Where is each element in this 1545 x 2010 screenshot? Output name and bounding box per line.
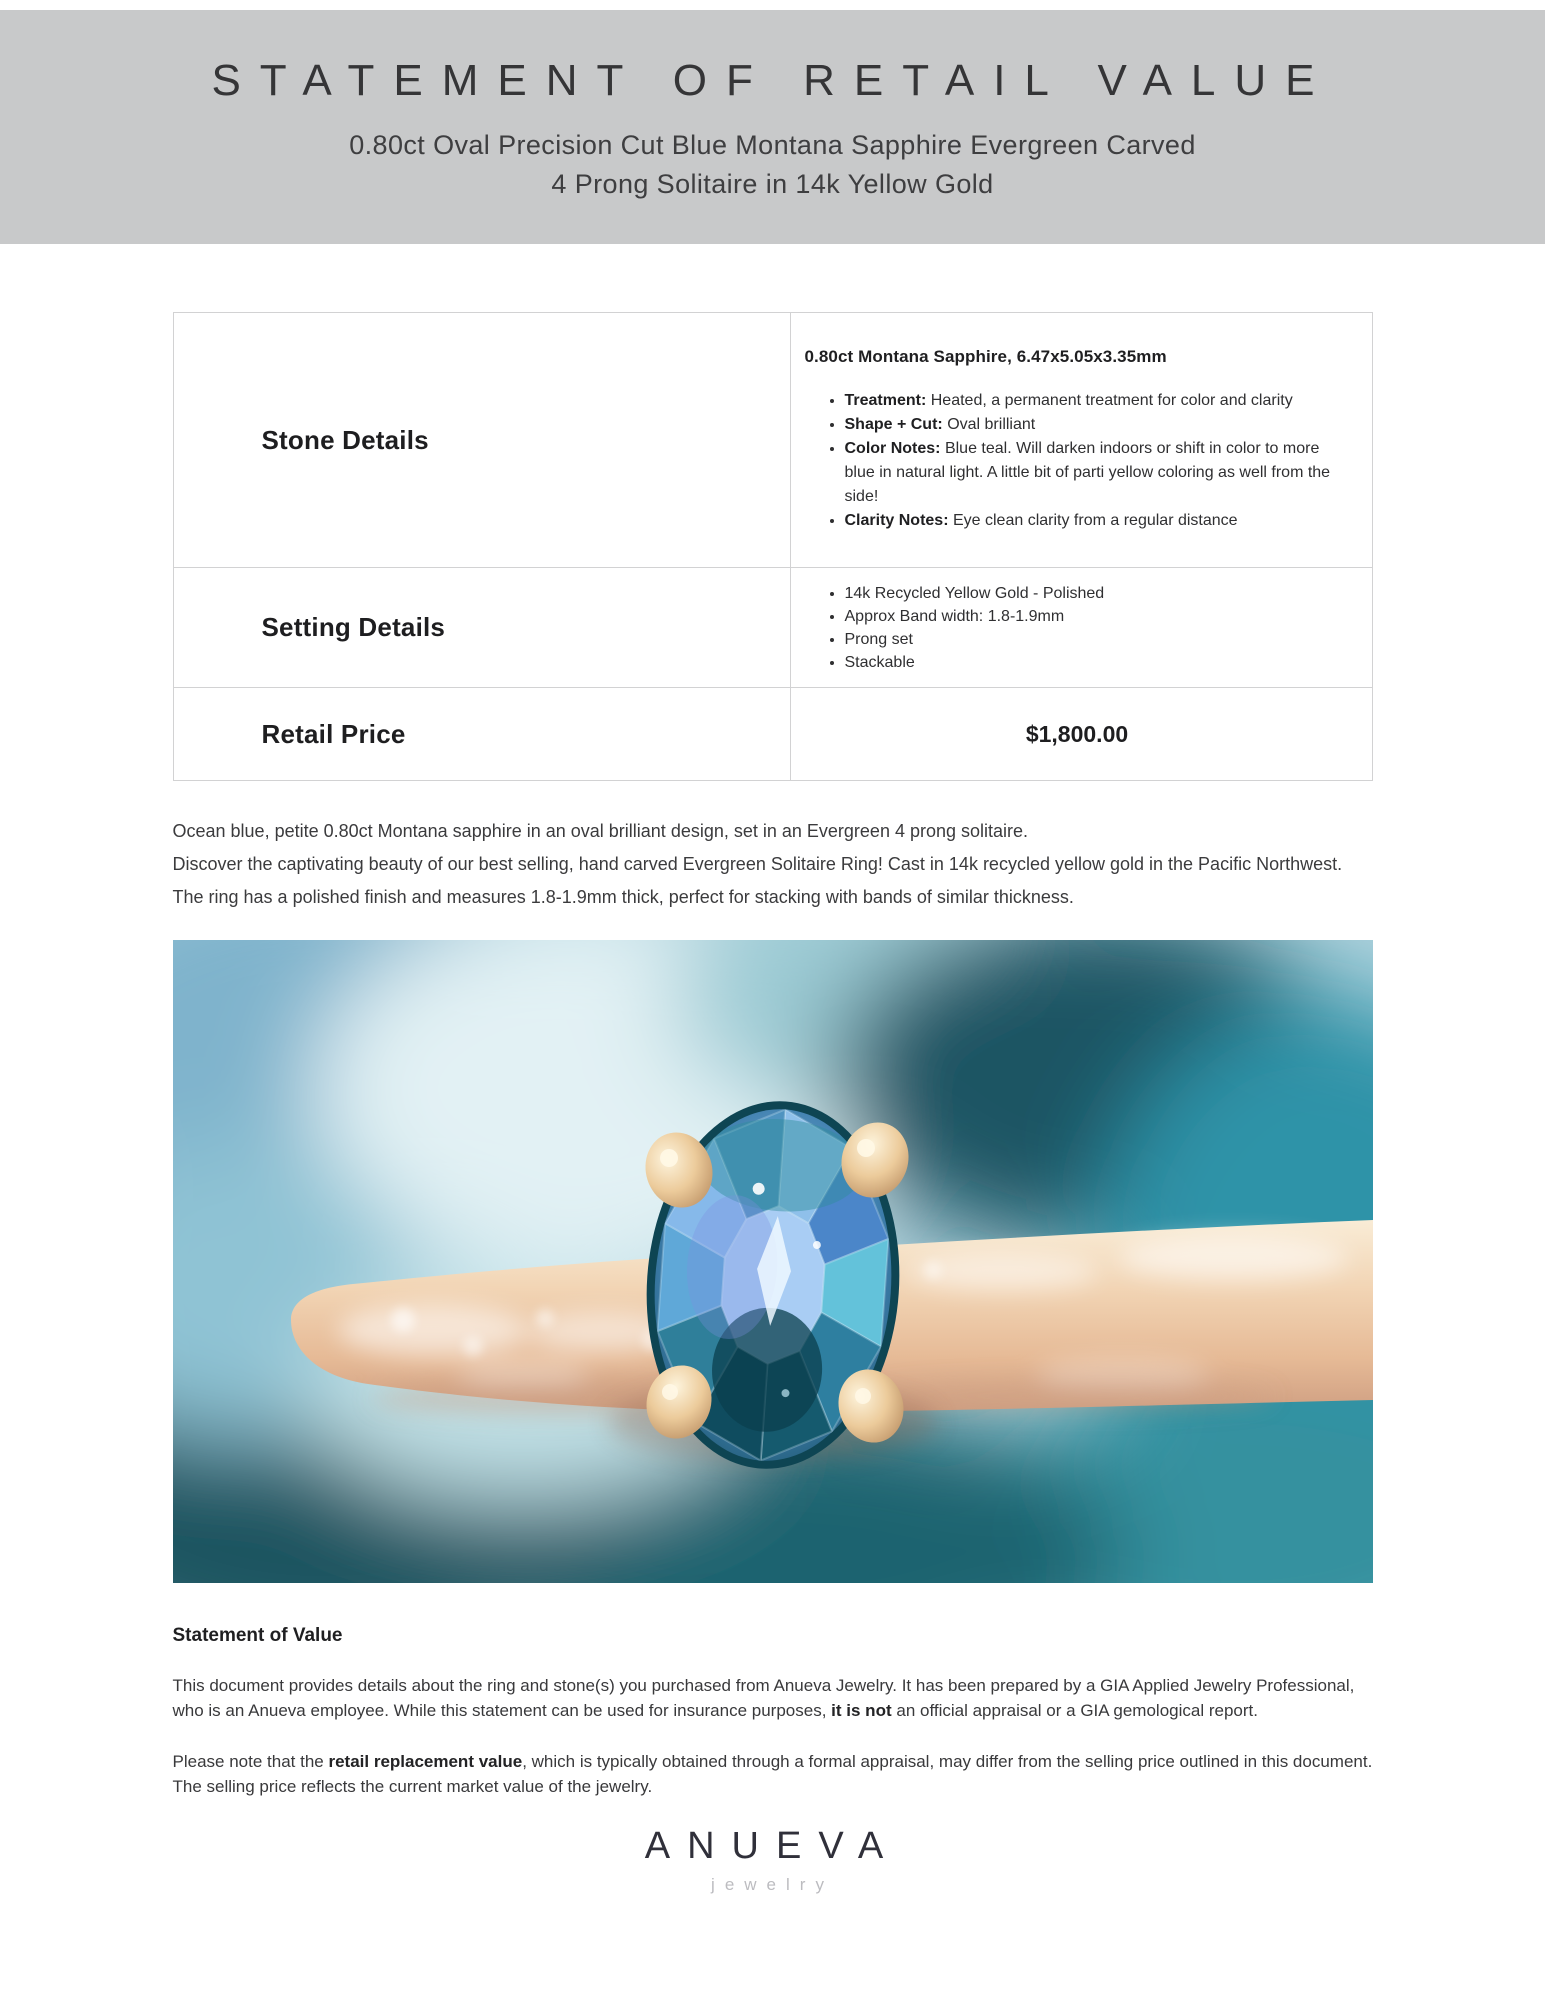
setting-bullet: • Stackable: [845, 651, 1350, 674]
subtitle-line-2: 4 Prong Solitaire in 14k Yellow Gold: [551, 169, 994, 199]
content-column: [173, 312, 1373, 1895]
paragraph-text: , which is typically obtained through a formal appraisal, may differ from the selling price outlined in this document. The selling price reflects the current market value of the jewelry.: [172, 1752, 1373, 1796]
setting-bullet-list: [805, 582, 1350, 674]
bullet-text: Blue teal. Will darken indoors or shift in color to more blue in natural light. A little bit of parti yellow coloring as well from the side!: [844, 440, 1331, 505]
setting-details-row: [173, 568, 1372, 688]
setting-details-cell: [790, 568, 1372, 688]
bullet-label: Shape + Cut:: [844, 416, 943, 433]
details-table: [173, 312, 1373, 781]
statement-paragraph-1: [173, 1673, 1373, 1723]
document-page: [0, 10, 1545, 1895]
stone-details-label: Stone Details: [173, 313, 790, 568]
brand-name: ANUEVA: [644, 1825, 901, 1867]
paragraph-text: an official appraisal or a GIA gemological report.: [896, 1701, 1258, 1720]
paragraph-bold-text: it is not: [831, 1701, 892, 1720]
setting-bullet: • Approx Band width: 1.8-1.9mm: [845, 605, 1350, 628]
setting-bullet: • Prong set: [845, 628, 1350, 651]
stone-details-row: [173, 313, 1372, 568]
bullet-label: Treatment:: [844, 392, 927, 409]
bullet-text: Heated, a permanent treatment for color and clarity: [930, 392, 1293, 409]
stone-bullet: [845, 437, 1350, 509]
page-title: STATEMENT OF RETAIL VALUE: [211, 56, 1334, 105]
setting-bullet: • 14k Recycled Yellow Gold - Polished: [845, 582, 1350, 605]
bullet-label: Clarity Notes:: [844, 512, 949, 529]
stone-bullet: [845, 509, 1350, 533]
stone-details-cell: [790, 313, 1372, 568]
stone-bullet: [845, 389, 1350, 413]
product-description: [173, 815, 1373, 914]
subtitle-line-1: 0.80ct Oval Precision Cut Blue Montana Sapphire Evergreen Carved: [349, 130, 1196, 160]
bullet-text: Oval brilliant: [947, 416, 1036, 433]
ring-photo: [173, 940, 1373, 1583]
page-subtitle: [0, 126, 1545, 204]
statement-heading: Statement of Value: [172, 1625, 343, 1646]
retail-price-row: [173, 688, 1372, 781]
bullet-text: Eye clean clarity from a regular distance: [952, 512, 1238, 529]
retail-price-label: Retail Price: [173, 688, 790, 781]
statement-paragraph-2: [173, 1749, 1373, 1799]
stone-bullet: [845, 413, 1350, 437]
stone-heading: 0.80ct Montana Sapphire, 6.47x5.05x3.35mm: [804, 347, 1167, 366]
stone-bullet-list: [805, 389, 1350, 533]
setting-details-label: Setting Details: [173, 568, 790, 688]
description-line-1: Ocean blue, petite 0.80ct Montana sapphire in an oval brilliant design, set in an Evergreen 4 prong solitaire.: [172, 821, 1029, 841]
paragraph-text: This document provides details about the ring and stone(s) you purchased from Anueva Jewelry. It has been prepared by a GIA Applied Jewelry Professional, who is an Anueva employee. While this statement can be used for insurance purposes,: [172, 1676, 1355, 1720]
brand-tagline: jewelry: [711, 1875, 834, 1894]
header-banner: [0, 10, 1545, 244]
brand-logo: [173, 1825, 1373, 1895]
paragraph-bold-text: retail replacement value: [328, 1752, 523, 1771]
retail-price-value: $1,800.00: [790, 688, 1372, 781]
bullet-label: Color Notes:: [844, 440, 941, 457]
paragraph-text: Please note that the: [172, 1752, 324, 1771]
description-paragraph: Discover the captivating beauty of our best selling, hand carved Evergreen Solitaire Ring! Cast in 14k recycled yellow gold in the Pacific Northwest. The ring has a polished finish and measures 1.8-1.9mm thick, perfect for stacking with bands of similar thickness.: [172, 854, 1343, 907]
statement-of-value-section: [173, 1625, 1373, 1799]
